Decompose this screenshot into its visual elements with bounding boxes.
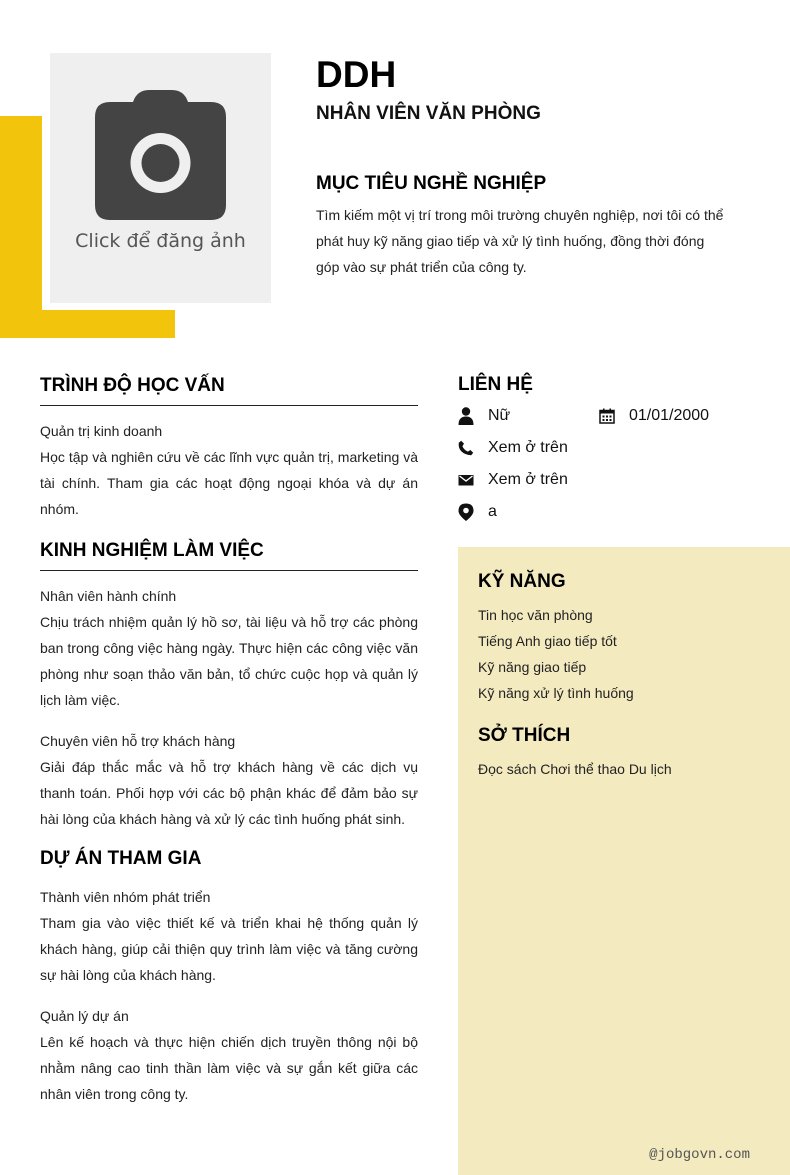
skill-item: Tiếng Anh giao tiếp tốt (478, 633, 617, 649)
education-title: Quản trị kinh doanh (40, 423, 163, 439)
objective-heading: MỤC TIÊU NGHỀ NGHIỆP (316, 173, 547, 194)
candidate-name: DDH (316, 54, 397, 95)
contact-phone (458, 438, 568, 458)
skills-heading: KỸ NĂNG (478, 571, 566, 592)
hobbies-text: Đọc sách Chơi thể thao Du lịch (478, 761, 672, 777)
job-title: NHÂN VIÊN VĂN PHÒNG (316, 103, 541, 124)
skill-item: Kỹ năng giao tiếp (478, 659, 587, 675)
experience-item (40, 583, 418, 713)
birthdate-value: 01/01/2000 (629, 407, 710, 424)
phone-icon (458, 440, 474, 456)
location-pin-icon (458, 503, 474, 521)
project-item (40, 1003, 418, 1107)
project-description: Tham gia vào việc thiết kế và triển khai hệ thống quản lý khách hàng, giúp cải thiện quy trình làm việc và tăng cường sự hài lòng của khách hàng. (40, 915, 418, 983)
address-value: a (488, 503, 497, 520)
left-column (40, 375, 418, 1107)
experience-title: Chuyên viên hỗ trợ khách hàng (40, 733, 236, 749)
photo-upload-label: Click để đăng ảnh (75, 230, 246, 252)
project-title: Thành viên nhóm phát triển (40, 889, 211, 905)
camera-icon (95, 90, 226, 220)
contact-birthdate (599, 406, 709, 426)
phone-value: Xem ở trên (488, 439, 568, 456)
education-description: Học tập và nghiên cứu về các lĩnh vực quản trị, marketing và tài chính. Tham gia các hoạt động ngoại khóa và dự án nhóm. (40, 449, 418, 517)
contact-heading: LIÊN HỆ (458, 374, 533, 395)
person-icon (458, 407, 474, 425)
education-item (40, 418, 418, 522)
projects-heading: DỰ ÁN THAM GIA (40, 848, 202, 869)
accent-bar-horizontal (0, 310, 175, 338)
experience-title: Nhân viên hành chính (40, 588, 177, 604)
contact-email (458, 470, 568, 490)
mail-icon (458, 472, 474, 488)
skills-panel (458, 547, 790, 1175)
email-value: Xem ở trên (488, 471, 568, 488)
project-title: Quản lý dự án (40, 1008, 129, 1024)
calendar-icon (599, 408, 615, 424)
project-description: Lên kế hoạch và thực hiện chiến dịch truyền thông nội bộ nhằm nâng cao tinh thần làm việc và sự gắn kết giữa các nhân viên trong công ty. (40, 1034, 418, 1102)
hobbies-heading: SỞ THÍCH (478, 725, 571, 746)
accent-bar-vertical (0, 116, 42, 338)
experience-item (40, 728, 418, 832)
experience-description: Giải đáp thắc mắc và hỗ trợ khách hàng về các dịch vụ thanh toán. Phối hợp với các bộ phận khác để đảm bảo sự hài lòng của khách hàng và xử lý các tình huống phát sinh. (40, 759, 418, 827)
contact-address (458, 502, 497, 522)
watermark: @jobgovn.com (649, 1147, 750, 1163)
gender-value: Nữ (488, 407, 511, 424)
experience-description: Chịu trách nhiệm quản lý hồ sơ, tài liệu và hỗ trợ các phòng ban trong công việc hàng ngày. Thực hiện các công việc văn phòng như soạn thảo văn bản, tổ chức cuộc họp và quản lý lịch làm việc. (40, 614, 418, 708)
skill-item: Tin học văn phòng (478, 607, 593, 623)
contact-gender (458, 406, 510, 426)
project-item (40, 884, 418, 988)
experience-heading: KINH NGHIỆM LÀM VIỆC (40, 540, 418, 571)
education-heading: TRÌNH ĐỘ HỌC VẤN (40, 375, 418, 406)
skill-item: Kỹ năng xử lý tình huống (478, 685, 634, 701)
photo-upload-box[interactable] (50, 53, 271, 303)
objective-text: Tìm kiếm một vị trí trong môi trường chuyên nghiệp, nơi tôi có thể phát huy kỹ năng giao tiếp và xử lý tình huống, đồng thời đóng góp vào sự phát triển của công ty. (316, 207, 724, 275)
